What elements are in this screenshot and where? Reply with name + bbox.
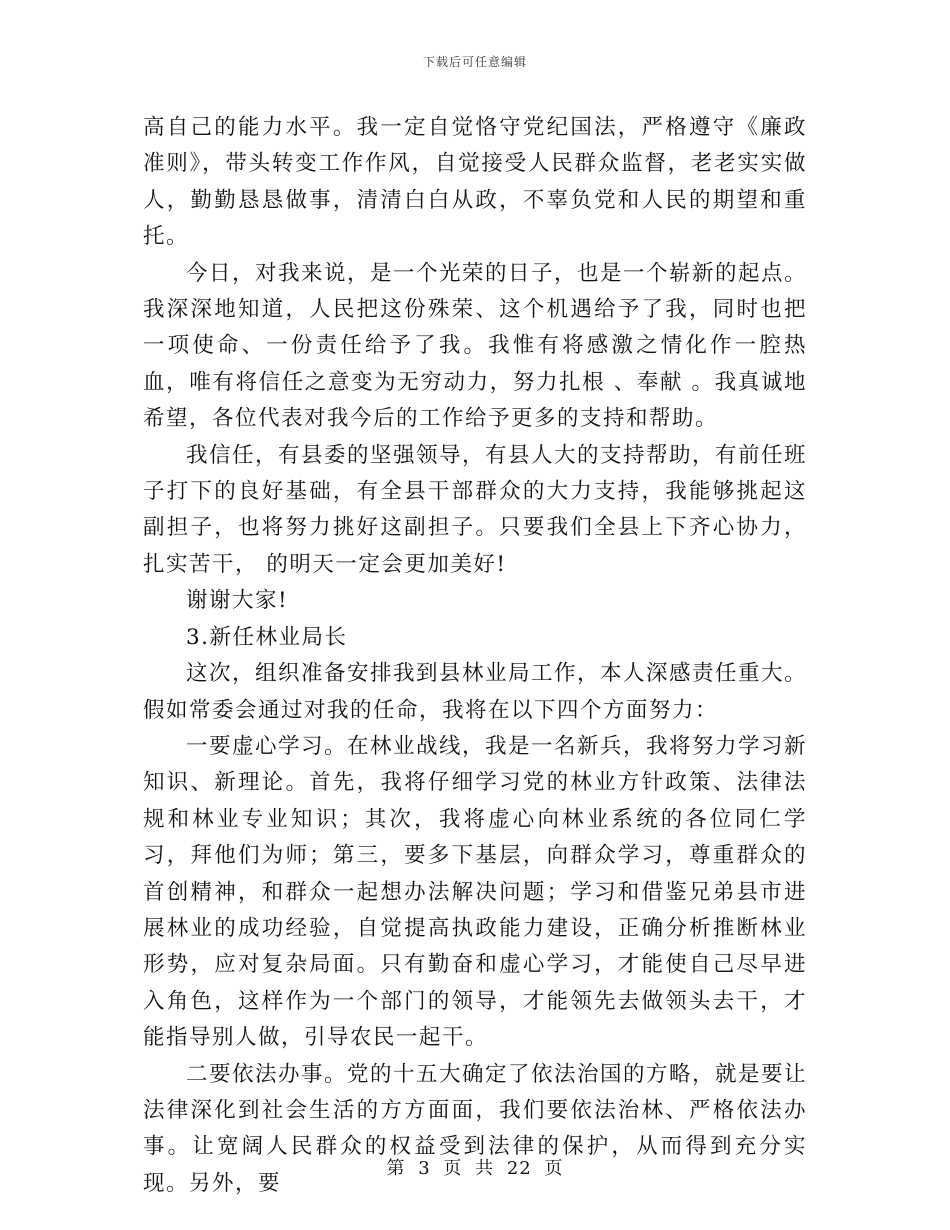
document-body — [143, 110, 807, 1202]
paragraph-2: 今日，对我来说，是一个光荣的日子，也是一个崭新的起点。我深深地知道，人民把这份殊荣、这个机遇给予了我，同时也把一项使命、一份责任给予了我。我惟有将感激之情化作一腔热血，唯有将信任之意变为无穷动力，努力扎根 、奉献 。我真诚地希望，各位代表对我今后的工作给予更多的支持和帮助。 — [143, 260, 808, 432]
paragraph-8: 二要依法办事。党的十五大确定了依法治国的方略，就是要让法律深化到社会生活的方方面面，我们要依法治林、严格依法办事。让宽阔人民群众的权益受到法律的保护，从而得到充分实现。另外，要 — [143, 1061, 808, 1196]
paragraph-7: 一要虚心学习。在林业战线，我是一名新兵，我将努力学习新知识、新理论。首先，我将仔细学习党的林业方针政策、法律法规和林业专业知识；其次，我将虚心向林业系统的各位同仁学习，拜他们为师；第三，要多下基层，向群众学习，尊重群众的首创精神，和群众一起想办法解决问题；学习和借鉴兄弟县市进展林业的成功经验，自觉提高执政能力建设，正确分析推断林业形势，应对复杂局面。只有勤奋和虚心学习，才能使自己尽早进入角色，这样作为一个部门的领导，才能领先去做领头去干，才能指导别人做，引导农民一起干。 — [143, 733, 808, 1051]
page-number: 第 3 页 共 22 页 — [386, 1158, 564, 1179]
paragraph-1: 高自己的能力水平。我一定自觉恪守党纪国法，严格遵守《廉政准则》，带头转变工作作风，自觉接受人民群众监督，老老实实做人，勤勤恳恳做事，清清白白从政，不辜负党和人民的期望和重托。 — [143, 115, 807, 250]
paragraph-3: 我信任，有县委的坚强领导，有县人大的支持帮助，有前任班子打下的良好基础，有全县干部群众的大力支持，我能够挑起这副担子，也将努力挑好这副担子。只要我们全县上下齐心协力，扎实苦干， 的明天一定会更加美好! — [143, 442, 808, 577]
page-header-note: 下载后可任意编辑 — [422, 55, 527, 69]
section-heading: 3.新任林业局长 — [186, 624, 348, 650]
paragraph-6: 这次，组织准备安排我到县林业局工作，本人深感责任重大。假如常委会通过对我的任命，我将在以下四个方面努力： — [143, 661, 808, 723]
paragraph-4: 谢谢大家! — [186, 588, 289, 614]
